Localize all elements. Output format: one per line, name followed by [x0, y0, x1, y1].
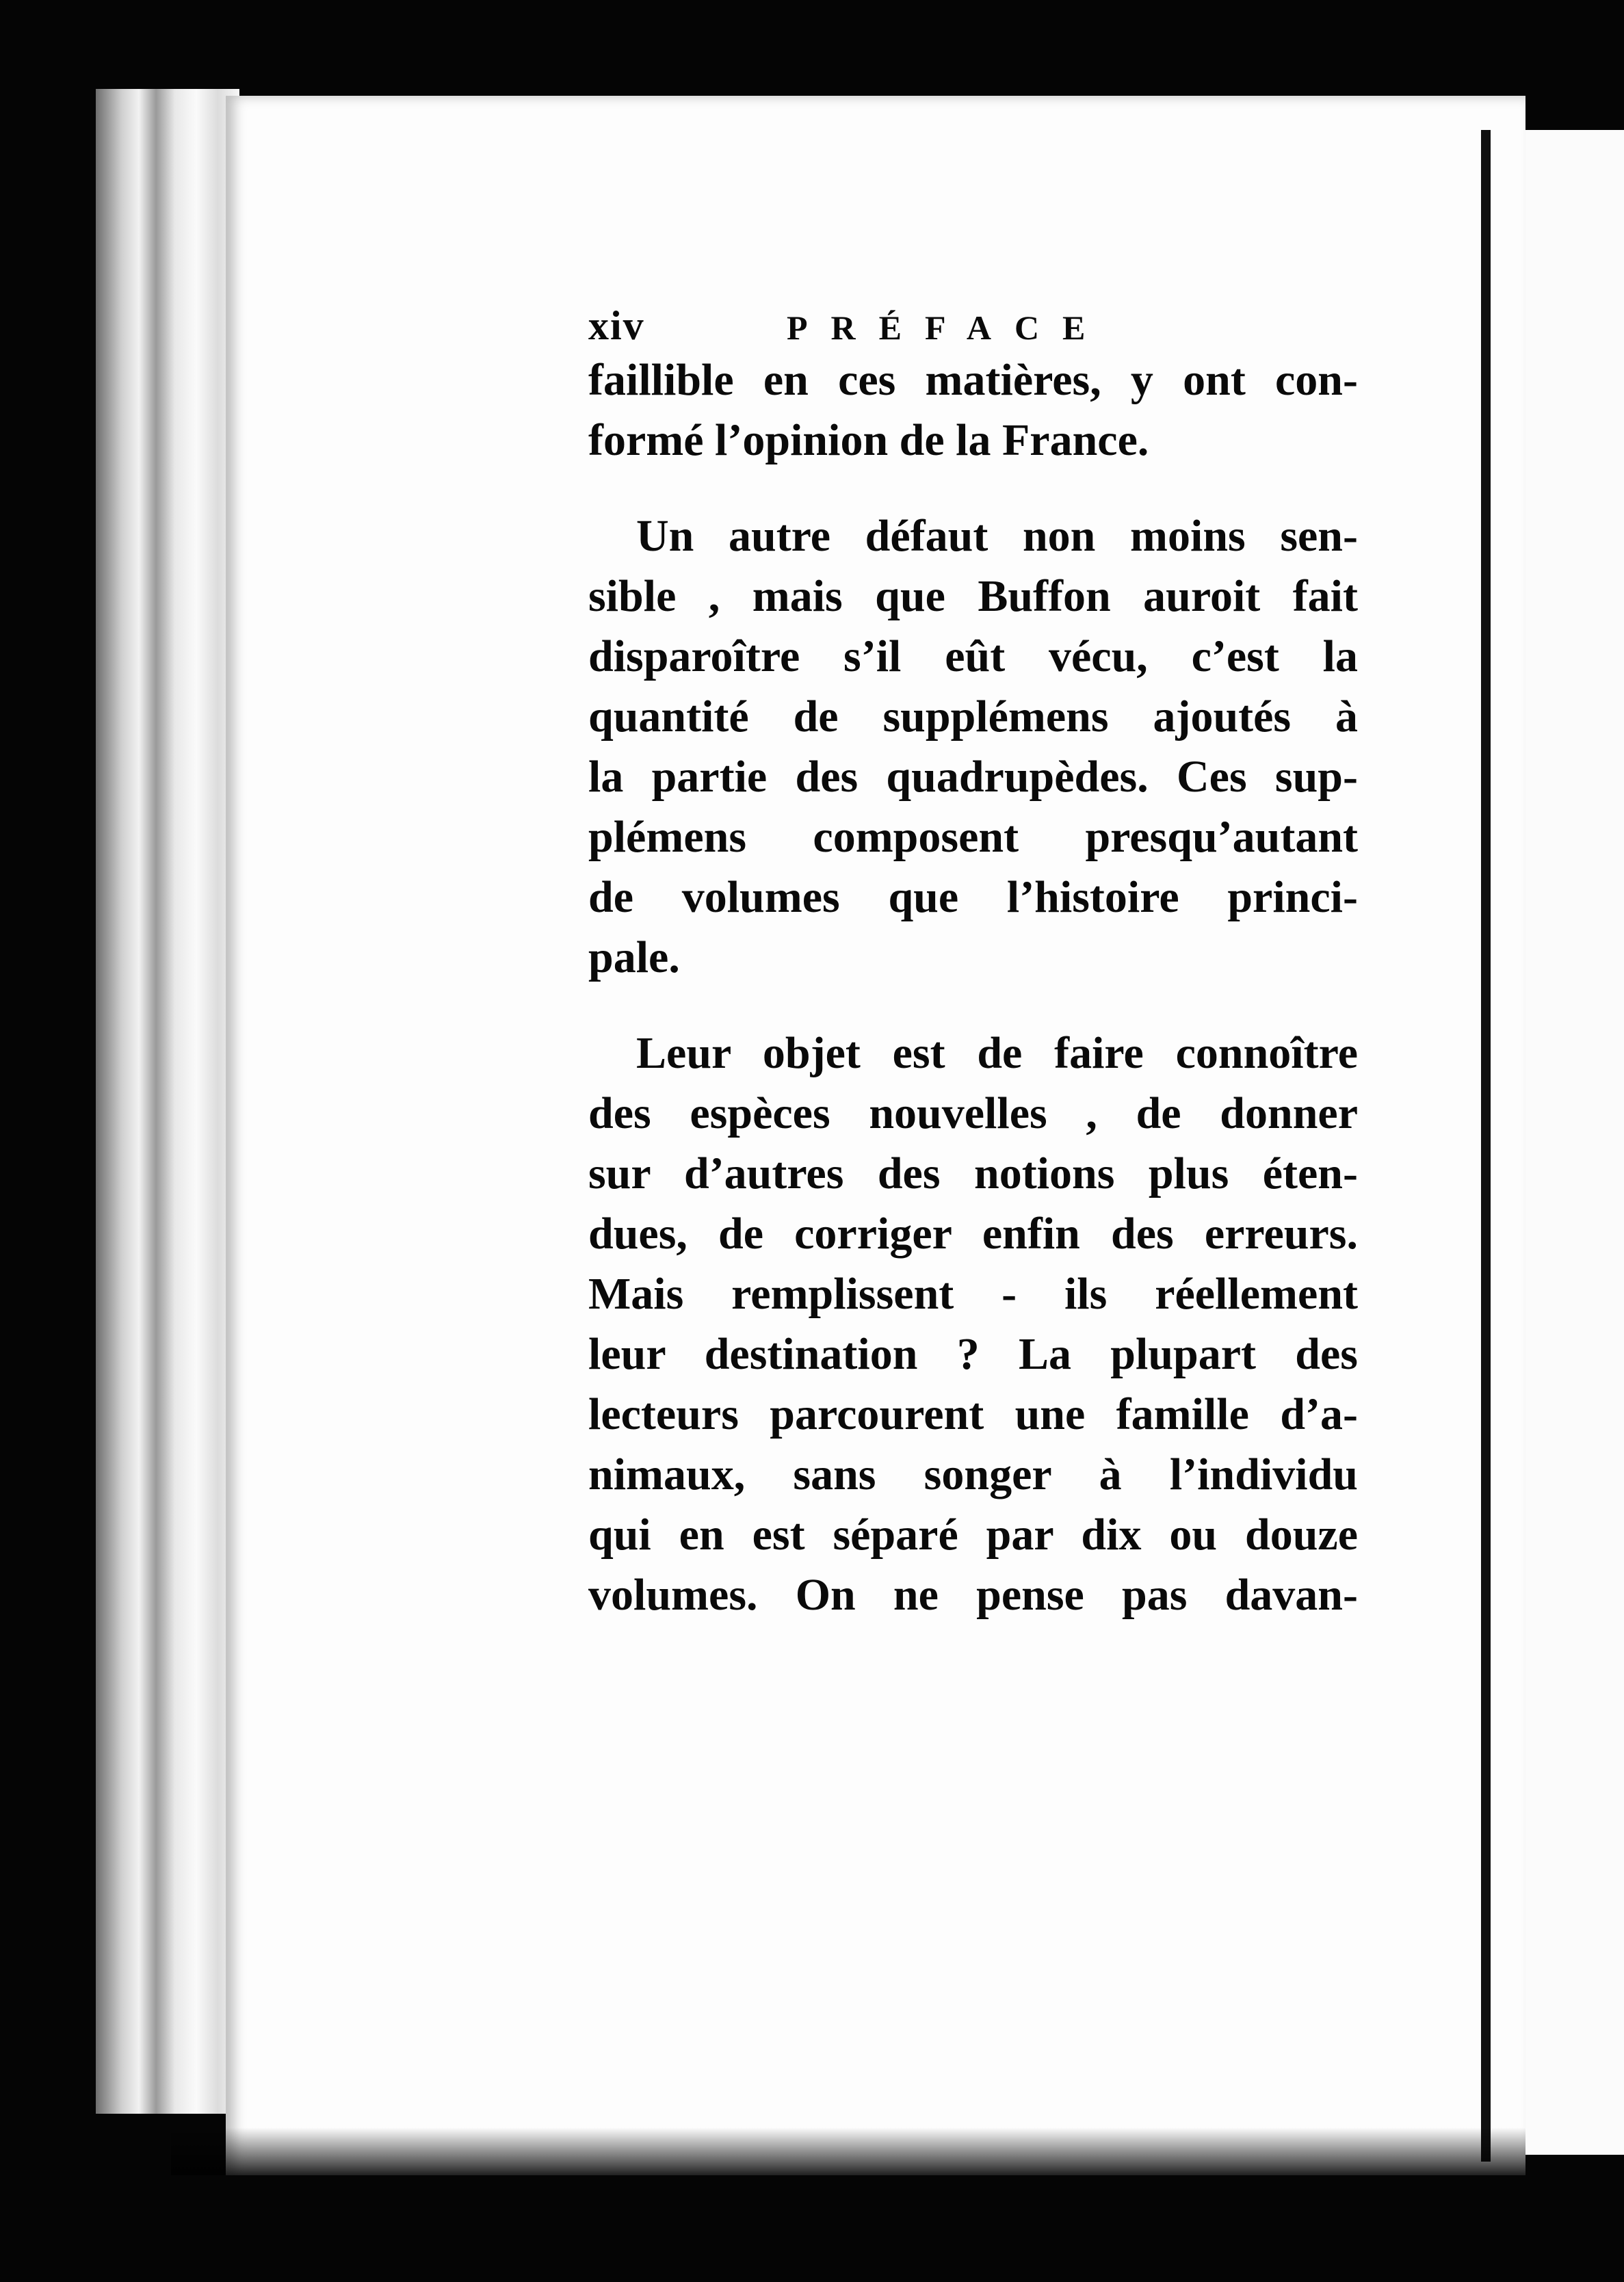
text-line: leur destination ? La plupart des	[588, 1329, 1358, 1379]
text-line: plémens composent presqu’autant	[588, 812, 1358, 862]
text-line: disparoître s’il eût vécu, c’est la	[588, 631, 1358, 681]
text-line: volumes. On ne pense pas davan-	[588, 1570, 1358, 1620]
text-line: qui en est séparé par dix ou douze	[588, 1510, 1358, 1560]
text-line: Mais remplissent - ils réellement	[588, 1269, 1358, 1319]
page-text	[588, 296, 1358, 1625]
text-line: de volumes que l’histoire princi-	[588, 872, 1358, 922]
text-line: pale.	[588, 932, 680, 982]
text-line: sible , mais que Buffon auroit fait	[588, 571, 1358, 621]
paragraph-3	[588, 1023, 1358, 1625]
text-line: la partie des quadrupèdes. Ces sup-	[588, 752, 1358, 802]
page-bottom-shadow	[171, 2127, 1525, 2175]
text-line: nimaux, sans songer à l’individu	[588, 1450, 1358, 1499]
text-line: quantité de supplémens ajoutés à	[588, 692, 1358, 742]
running-head	[588, 296, 1358, 350]
facing-page-edge	[1519, 130, 1624, 2155]
paragraph-1	[588, 350, 1358, 471]
running-title: PRÉFACE	[787, 309, 1109, 347]
text-line: Un autre défaut non moins sen-	[636, 511, 1358, 561]
text-line: dues, de corriger enfin des erreurs.	[588, 1209, 1358, 1259]
page-gutter-shadow	[1481, 130, 1491, 2162]
page-number: xiv	[588, 303, 645, 348]
text-line: sur d’autres des notions plus éten-	[588, 1149, 1358, 1198]
text-line: faillible en ces matières, y ont con-	[588, 355, 1358, 405]
text-line: formé l’opinion de la France.	[588, 415, 1149, 465]
text-line: des espèces nouvelles , de donner	[588, 1088, 1358, 1138]
book-edge	[96, 89, 239, 2114]
text-line: lecteurs parcourent une famille d’a-	[588, 1389, 1358, 1439]
text-line: Leur objet est de faire connoître	[636, 1028, 1358, 1078]
paragraph-2	[588, 506, 1358, 988]
